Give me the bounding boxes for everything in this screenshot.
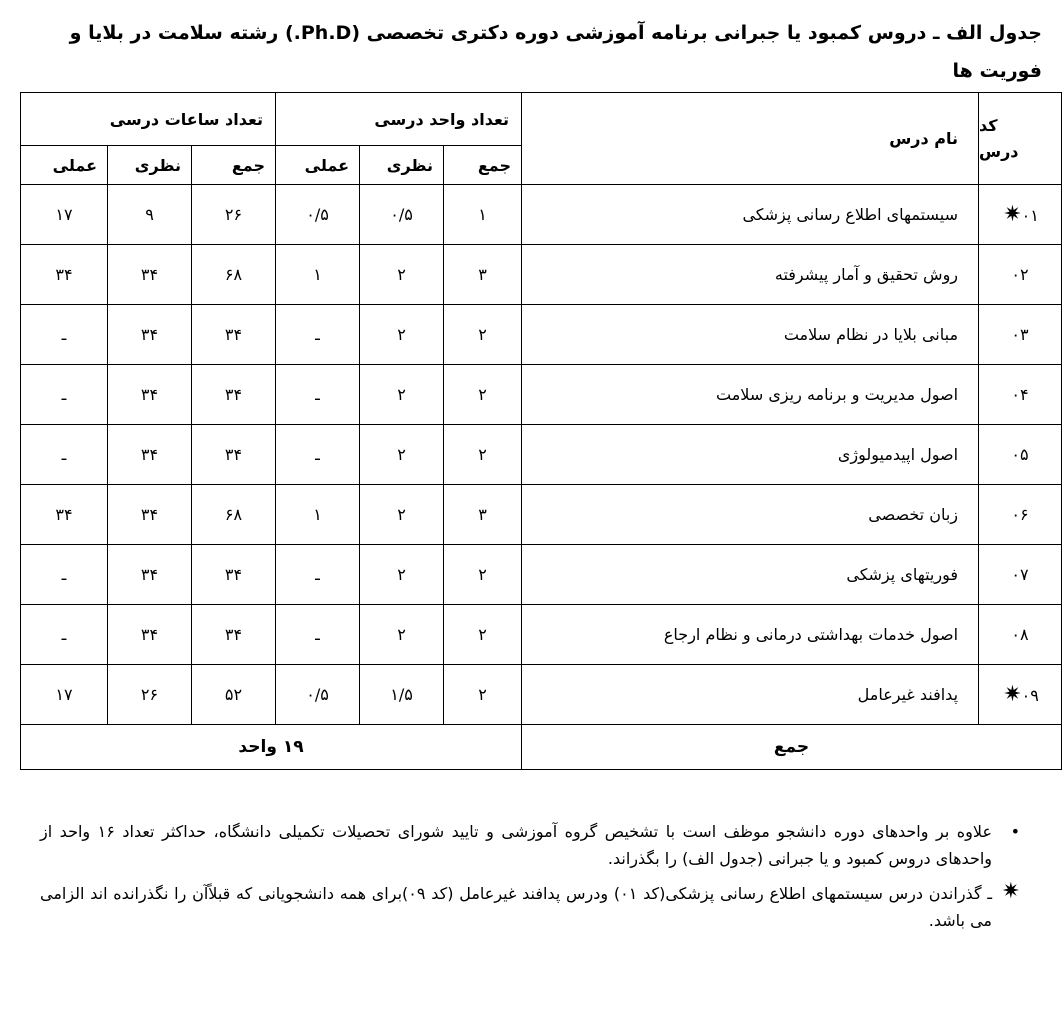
course-name: اصول اپیدمیولوژی <box>522 425 979 485</box>
hours-practical: ـ <box>21 305 108 365</box>
code-header <box>979 93 1062 185</box>
table-row <box>21 665 1062 725</box>
course-name: سیستمهای اطلاع رسانی پزشكی <box>522 185 979 245</box>
units-total: ۲ <box>444 365 522 425</box>
course-code: ۰۵ <box>1011 445 1029 464</box>
courses-table <box>20 92 1062 770</box>
table-row <box>21 605 1062 665</box>
page-title: جدول الف ـ دروس كمبود یا جبرانی برنامه آموزشی دوره دكتری تخصصی (Ph.D.) رشته سلامت در بلایا و فوریت ها <box>69 22 1042 82</box>
course-code-cell <box>979 245 1062 305</box>
course-code: ۰۷ <box>1011 565 1029 584</box>
course-name: فوریتهای پزشكی <box>522 545 979 605</box>
table-row <box>21 185 1062 245</box>
units-theory: ۲ <box>360 365 444 425</box>
hours-practical: ـ <box>21 425 108 485</box>
table-row <box>21 305 1062 365</box>
note-text-2: ـ گذراندن درس سیستمهای اطلاع رسانی پزشكی(كد ۰۱) ودرس پدافند غیرعامل (كد ۰۹)برای همه دانشجویانی كه قبلاًآن را نگذرانده اند الزامی می باشد. <box>40 884 993 930</box>
course-name-header: نام درس <box>522 93 979 185</box>
star-icon: ✷ <box>1003 202 1022 227</box>
units-total: ۲ <box>444 665 522 725</box>
units-theory: ۲ <box>360 305 444 365</box>
course-code-cell <box>979 665 1062 725</box>
hours-total: ۲۶ <box>192 185 276 245</box>
hours-total: ۳۴ <box>192 365 276 425</box>
units-theory: ۲ <box>360 245 444 305</box>
units-theory: ۲ <box>360 605 444 665</box>
units-theory: ۰/۵ <box>360 185 444 245</box>
course-code-cell <box>979 365 1062 425</box>
hours-total: ۶۸ <box>192 485 276 545</box>
code-header-line1: كد <box>979 115 998 135</box>
hours-theory: ۳۴ <box>108 365 192 425</box>
hours-theory: ۳۴ <box>108 605 192 665</box>
table-row <box>21 485 1062 545</box>
hours-practical: ـ <box>21 605 108 665</box>
units-total: ۱ <box>444 185 522 245</box>
course-code: ۰۴ <box>1011 385 1029 404</box>
hours-theory: ۳۴ <box>108 245 192 305</box>
total-row <box>21 725 1062 770</box>
hours-total-header: جمع <box>192 146 276 185</box>
course-code: ۰۶ <box>1011 505 1029 524</box>
units-practical: ۱ <box>276 245 360 305</box>
hours-practical: ۱۷ <box>21 665 108 725</box>
hours-theory: ۳۴ <box>108 545 192 605</box>
course-name: اصول مدیریت و برنامه ریزی سلامت <box>522 365 979 425</box>
note-item-1 <box>40 818 1020 872</box>
hours-total: ۶۸ <box>192 245 276 305</box>
code-header-line2: درس <box>979 141 1019 161</box>
course-code-cell <box>979 485 1062 545</box>
course-code: ۰۳ <box>1011 325 1029 344</box>
course-code: ۰۹ <box>1021 686 1039 705</box>
units-practical: ـ <box>276 605 360 665</box>
units-practical: ـ <box>276 365 360 425</box>
units-total-header: جمع <box>444 146 522 185</box>
star-icon: ✷ <box>1003 682 1022 707</box>
units-theory-header: نظری <box>360 146 444 185</box>
hours-total: ۳۴ <box>192 605 276 665</box>
hours-practical: ۳۴ <box>21 485 108 545</box>
header-row <box>21 93 1062 146</box>
units-group-header: تعداد واحد درسی <box>276 93 522 146</box>
note-item-2 <box>40 880 1020 934</box>
course-code: ۰۸ <box>1011 625 1029 644</box>
hours-total: ۳۴ <box>192 425 276 485</box>
star-icon: ✷ <box>1001 879 1020 904</box>
table-row <box>21 425 1062 485</box>
course-code-cell <box>979 545 1062 605</box>
course-name: اصول خدمات بهداشتی درمانی و نظام ارجاع <box>522 605 979 665</box>
units-total: ۳ <box>444 245 522 305</box>
table-row <box>21 365 1062 425</box>
course-name: روش تحقیق و آمار پیشرفته <box>522 245 979 305</box>
units-practical: ـ <box>276 305 360 365</box>
course-code-cell <box>979 425 1062 485</box>
course-code: ۰۲ <box>1011 265 1029 284</box>
units-practical: ـ <box>276 425 360 485</box>
units-theory: ۲ <box>360 425 444 485</box>
hours-total: ۳۴ <box>192 545 276 605</box>
hours-practical: ۱۷ <box>21 185 108 245</box>
table-row <box>21 545 1062 605</box>
units-total: ۲ <box>444 425 522 485</box>
hours-practical-header: عملی <box>21 146 108 185</box>
course-name: پدافند غیرعامل <box>522 665 979 725</box>
hours-theory: ۲۶ <box>108 665 192 725</box>
hours-theory: ۹ <box>108 185 192 245</box>
units-practical: ۱ <box>276 485 360 545</box>
hours-practical: ـ <box>21 365 108 425</box>
units-total: ۲ <box>444 305 522 365</box>
course-code-cell <box>979 185 1062 245</box>
total-value: ۱۹ واحد <box>21 725 522 770</box>
bullet-icon: • <box>1010 822 1020 841</box>
hours-practical: ـ <box>21 545 108 605</box>
notes-section <box>40 818 1020 942</box>
course-name: زبان تخصصی <box>522 485 979 545</box>
hours-practical: ۳۴ <box>21 245 108 305</box>
hours-theory: ۳۴ <box>108 425 192 485</box>
units-theory: ۲ <box>360 485 444 545</box>
total-label: جمع <box>522 725 1062 770</box>
course-code-cell <box>979 605 1062 665</box>
note-text-1: علاوه بر واحدهای دوره دانشجو موظف است با تشخیص گروه آموزشی و تایید شورای تحصیلات تكمیلی دانشگاه، حداكثر تعداد ۱۶ واحد از واحدهای دروس كمبود و یا جبرانی (جدول الف) را بگذراند. <box>40 822 992 868</box>
units-practical: ـ <box>276 545 360 605</box>
units-practical: ۰/۵ <box>276 185 360 245</box>
course-name: مبانی بلایا در نظام سلامت <box>522 305 979 365</box>
units-practical: ۰/۵ <box>276 665 360 725</box>
hours-total: ۵۲ <box>192 665 276 725</box>
course-code-cell <box>979 305 1062 365</box>
hours-group-header: تعداد ساعات درسی <box>21 93 276 146</box>
units-total: ۲ <box>444 605 522 665</box>
units-theory: ۱/۵ <box>360 665 444 725</box>
hours-theory: ۳۴ <box>108 305 192 365</box>
units-total: ۳ <box>444 485 522 545</box>
hours-total: ۳۴ <box>192 305 276 365</box>
hours-theory-header: نظری <box>108 146 192 185</box>
units-total: ۲ <box>444 545 522 605</box>
table-row <box>21 245 1062 305</box>
course-code: ۰۱ <box>1021 206 1039 225</box>
units-theory: ۲ <box>360 545 444 605</box>
hours-theory: ۳۴ <box>108 485 192 545</box>
units-practical-header: عملی <box>276 146 360 185</box>
